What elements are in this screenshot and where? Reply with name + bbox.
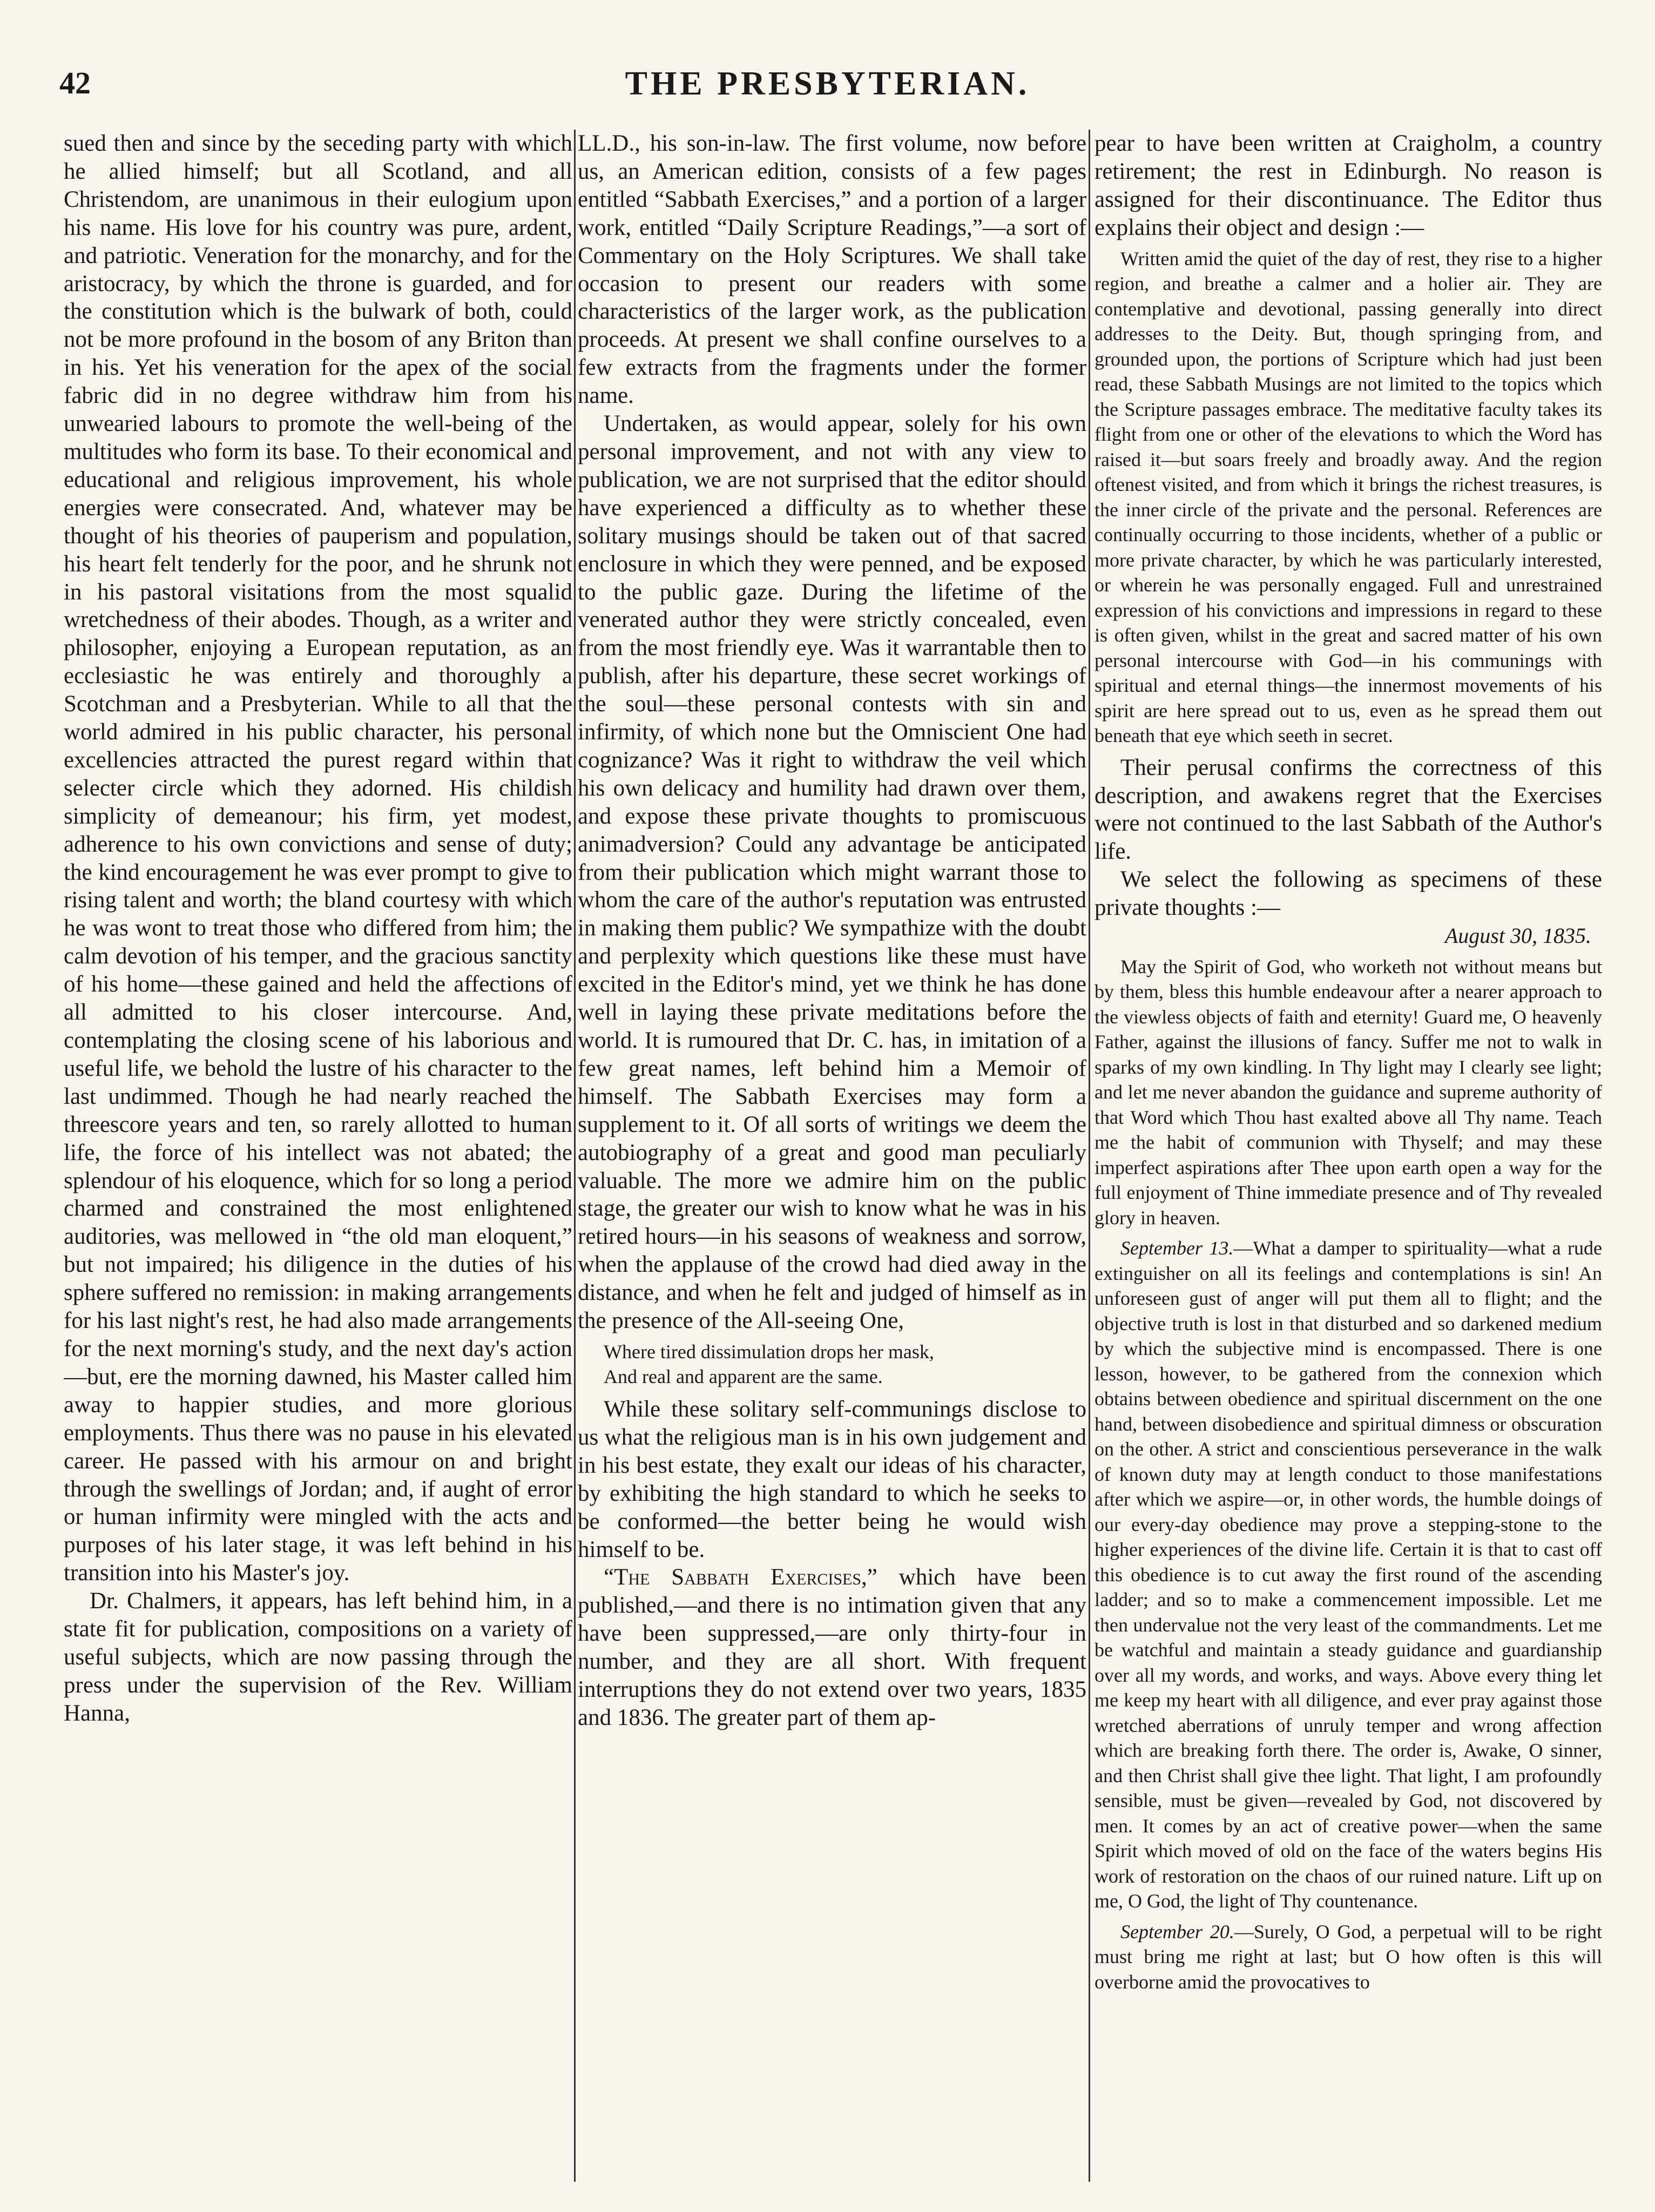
paragraph-chalmers-tribute: sued then and since by the seceding party with which he allied himself; but all Scotland, and all Christendom, are unanimous in their eulogium upon his name. His love for his country was pure, ardent, and patriotic. Veneration for the monarchy, and for the aristocracy, by which the throne is guarded, and for the constitution which is the bulwark of both, could not be more profound in the bosom of any Briton than in his. Yet his veneration for the apex of the social fabric did in no degree withdraw him from his unwearied labours to promote the well-being of the multitudes who form its base. To their economical and educational and religious improvement, his whole energies were consecrated. And, whatever may be thought of his theories of pauperism and population, his heart felt tenderly for the poor, and he shrunk not in his pastoral visitations from the most squalid wretchedness of their abodes. Though, as a writer and philosopher, enjoying a European reputation, as an ecclesiastic he was entirely and thoroughly a Scotchman and a Presbyterian. While to all that the world admired in his public character, his personal excellencies attracted the purest regard within that selecter circle which they adorned. His childish simplicity of demeanour; his firm, yet modest, adherence to his own convictions and sense of duty; the kind encouragement he was ever prompt to give to rising talent and worth; the bland courtesy with which he was wont to treat those who differed from him; the calm devotion of his temper, and the gracious sanctity of his home—these gained and held the affections of all admitted to his closer intercourse. And, contemplating the closing scene of his laborious and useful life, we behold the lustre of his character to the last undimmed. Though he had nearly reached the threescore years and ten, so rarely allotted to human life, the force of his intellect was not abated; the splendour of his eloquence, which for so long a period charmed and constrained the most enlightened auditories, was mellowed in “the old man eloquent,” but not impaired; his diligence in the duties of his sphere suffered no remission: in making arrangements for his last night's rest, he had also made arrangements for the next morning's study, and the next day's action—but, ere the morning dawned, his Master called him away to happier studies, and more glorious employments. Thus there was no pause in his elevated career. He passed with his armour on and bright through the swellings of Jordan; and, if aught of error or human infirmity were mingled with the acts and purposes of his later stage, it was left behind in his transition into his Master's joy. <box>64 131 572 1586</box>
entry-september-13 <box>1095 1236 1602 1914</box>
column-rule-right <box>1089 130 1090 2182</box>
entry-september-13-text: —What a damper to spirituality—what a rude extinguisher on all its feelings and contemplations is sin! An unforeseen gust of anger will put them all to flight; and the objective truth is lost in that disturbed and so darkened medium by which the subjective mind is encompassed. There is one lesson, however, to be gathered from the connexion which obtains between obedience and spiritual discernment on the one hand, between disobedience and spiritual dimness or obscuration on the other. A strict and conscientious perseverance in the walk of known duty may at length conduct to those manifestations after which we aspire—or, in other words, the humble doings of our every-day obedience may prove a stepping-stone to the higher experiences of the divine life. Certain it is that to cast off this obedience is to cut away the first round of the ascending ladder; and so to make a commencement impossible. Let me then undervalue not the very least of the commandments. Let me be watchful and maintain a steady guidance and guardianship over all my words, and works, and ways. Above every thing let me keep my heart with all diligence, and ever pray against those wretched aberrations of unruly temper and wrong affection which are breaking forth there. The order is, Awake, O sinner, and then Christ shall give thee light. That light, I am profoundly sensible, must be given—revealed by God, not discovered by men. It comes by an act of creative power—when the same Spirit which moved of old on the face of the waters begins His work of restoration on the chaos of our ruined nature. Lift up on me, O God, the light of Thy countenance. <box>1095 1237 1602 1912</box>
paragraph-posthumous-works: Dr. Chalmers, it appears, has left behind him, in a state fit for publication, compositions on a variety of useful subjects, which are now passing through the press under the supervision of the Rev. William Hanna, <box>64 1588 572 1726</box>
entry-date-september-20: September 20. <box>1120 1920 1234 1943</box>
column-middle <box>578 130 1086 2187</box>
entry-date-august-30: August 30, 1835. <box>1444 923 1591 948</box>
sabbath-exercises-text: which have been published,—and there is no intimation given that any have been suppressed,—are only thirty-four in number, and they are all short. With frequent interruptions they do not extend over two years, 1835 and 1836. The greater part of them ap- <box>578 1564 1086 1730</box>
entry-september-20-text: —Surely, O God, a perpetual will to be right must bring me right at last; but O how often is this will overborne amid the provocatives to <box>1095 1920 1602 1993</box>
paragraph-craigholm: pear to have been written at Craigholm, a country retirement; the rest in Edinburgh. No reason is assigned for their discontinuance. The Editor thus explains their object and design :— <box>1095 131 1602 240</box>
paragraph-first-volume: LL.D., his son-in-law. The first volume, now before us, an American edition, consists of a few pages entitled “Sabbath Exercises,” and a portion of a larger work, entitled “Daily Scripture Readings,”—a sort of Commentary on the Holy Scriptures. We shall take occasion to present our readers with some characteristics of the larger work, as the publication proceeds. At present we shall confine ourselves to a few extracts from the fragments under the former name. <box>578 131 1086 409</box>
paragraph-publication-question: Undertaken, as would appear, solely for his own personal improvement, and not with any view to publication, we are not surprised that the editor should have experienced a difficulty as to whether these solitary musings should be taken out of that sacred enclosure in which they were penned, and be exposed to the public gaze. During the lifetime of the venerated author they were strictly concealed, even from the most friendly eye. Was it warrantable then to publish, after his departure, these secret workings of the soul—these personal contests with sin and infirmity, of which none but the Omniscient One had cognizance? Was it right to withdraw the veil which his own delicacy and humility had drawn over them, and expose these private thoughts to promiscuous animadversion? Could any advantage be anticipated from their publication which might warrant those to whom the care of the author's reputation was entrusted in making them public? We sympathize with the doubt and perplexity which questions like these must have excited in the Editor's mind, yet we think he has done well in laying these private meditations before the world. It is rumoured that Dr. C. has, in imitation of a few great names, left behind him a Memoir of himself. The Sabbath Exercises may form a supplement to it. Of all sorts of writings we deem the autobiography of a great and good man peculiarly valuable. The more we admire him on the public stage, the greater our wish to know what he was in his retired hours—in his seasons of weakness and sorrow, when the applause of the crowd had died away in the distance, and when he felt and judged of himself as in the presence of the All-seeing One, <box>578 411 1086 1334</box>
verse-line-2: And real and apparent are the same. <box>604 1365 883 1387</box>
sabbath-exercises-title: “The Sabbath Exercises,” <box>604 1564 877 1590</box>
page-header <box>54 65 1601 113</box>
verse-quotation <box>578 1339 1086 1389</box>
editor-quotation: Written amid the quiet of the day of rest, they rise to a higher region, and breathe a calmer and a holier air. They are contemplative and devotional, passing generally into direct addresses to the Deity. But, though springing from, and grounded upon, the portions of Scripture which had just been read, these Sabbath Musings are not limited to the topics which the Scripture passages embrace. The meditative faculty takes its flight from one or other of the elevations to which the Word has raised it—but soars freely and broadly away. And the region oftenest visited, and from which it brings the richest treasures, is the inner circle of the private and the personal. References are continually occurring to those incidents, whether of a public or more private character, by which he was particularly interested, or wherein he was personally engaged. Full and unrestrained expression of his convictions and impressions in regard to these is often given, whilst in the great and sacred matter of his own personal intercourse with God—in his communings with spiritual and eternal things—the innermost movements of his spirit are here spread out to us, even as he spread them out beneath that eye which seeth in secret. <box>1095 247 1602 747</box>
paragraph-sabbath-exercises <box>578 1563 1086 1731</box>
running-title: THE PRESBYTERIAN. <box>625 65 1030 102</box>
entry-september-20 <box>1095 1919 1602 1995</box>
column-right <box>1095 130 1602 2187</box>
paragraph-perusal: Their perusal confirms the correctness of this description, and awakens regret that the Exercises were not continued to the last Sabbath of the Author's life. <box>1095 754 1602 865</box>
column-left <box>64 130 572 2187</box>
page-number: 42 <box>59 65 91 100</box>
column-rule-left <box>574 130 576 2182</box>
entry-august-30: May the Spirit of God, who worketh not without means but by them, bless this humble endeavour after a nearer approach to the viewless objects of faith and eternity! Guard me, O heavenly Father, against the illusions of fancy. Suffer me not to walk in sparks of my own kindling. In Thy light may I clearly see light; and let me never abandon the guidance and supreme authority of that Word which Thou hast exalted above all Thy name. Teach me the habit of communion with Thyself; and may these imperfect aspirations after Thee upon earth open a way for the full enjoyment of Thine immediate presence and of Thy revealed glory in heaven. <box>1095 955 1602 1229</box>
paragraph-self-communings: While these solitary self-communings disclose to us what the religious man is in his own judgement and in his best estate, they exalt our ideas of his character, by exhibiting the high standard to which he seeks to be conformed—the better being he would wish himself to be. <box>578 1396 1086 1562</box>
paragraph-specimens: We select the following as specimens of these private thoughts :— <box>1095 867 1602 921</box>
entry-date-september-13: September 13. <box>1120 1237 1234 1259</box>
verse-line-1: Where tired dissimulation drops her mask, <box>604 1340 934 1363</box>
